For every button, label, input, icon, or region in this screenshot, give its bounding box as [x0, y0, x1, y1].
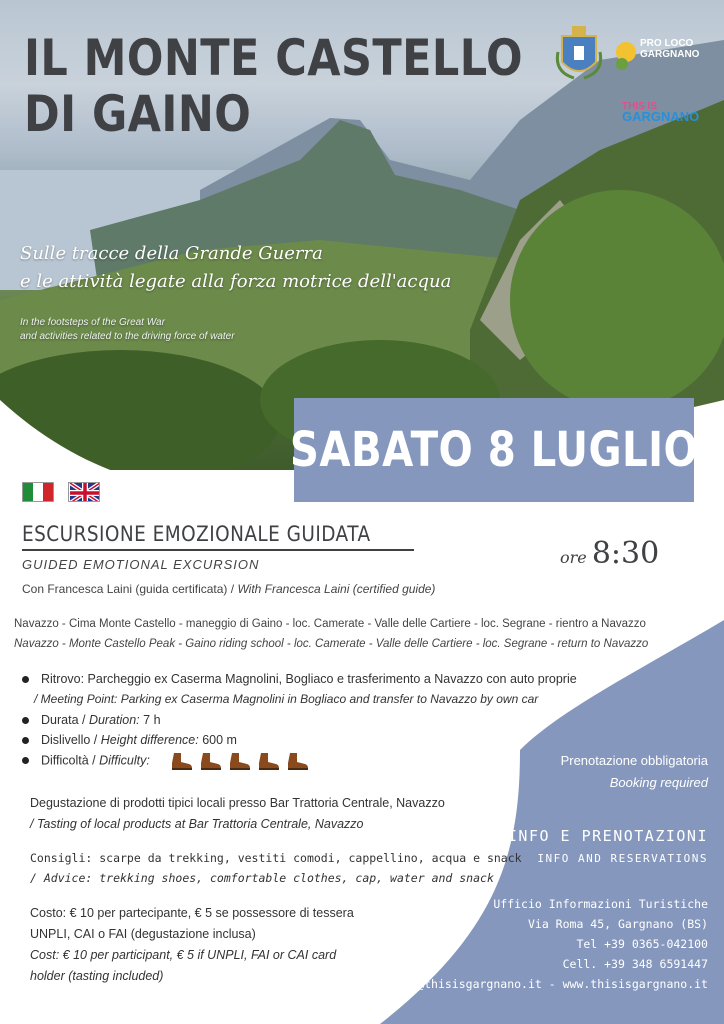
difficulty-label: Difficoltà / [41, 753, 100, 768]
hiking-boot-icon [198, 751, 222, 771]
excursion-title: ESCURSIONE EMOZIONALE GUIDATA [22, 522, 371, 546]
list-item-height [22, 731, 622, 749]
cost-italian-line-2: UNPLI, CAI o FAI (degustazione inclusa) [30, 927, 256, 941]
excursion-details-list [22, 670, 622, 773]
bullet-icon [22, 717, 29, 724]
route-description [14, 614, 648, 654]
gargnano-label: GARGNANO [622, 109, 700, 124]
subtitle-english [20, 316, 235, 344]
tourist-office: Ufficio Informazioni Turistiche [493, 897, 708, 911]
bullet-icon [22, 757, 29, 764]
guide-separator: / [227, 582, 238, 596]
duration-label: Durata / [41, 713, 89, 727]
sponsor-logos [554, 16, 714, 126]
hiking-boot-icon [169, 751, 193, 771]
tasting-info [30, 793, 445, 835]
guide-english: With Francesca Laini (certified guide) [237, 582, 436, 596]
page-title [24, 30, 523, 142]
time-prefix: ore [560, 548, 587, 567]
route-italian: Navazzo - Cima Monte Castello - maneggio di Gaino - loc. Camerate - Valle delle Cartiere - loc. Segrane - rientro a Navazzo [14, 618, 646, 630]
event-date: SABATO 8 LUGLIO [289, 422, 699, 478]
advice-info [30, 848, 522, 888]
height-label: Dislivello / [41, 733, 101, 747]
office-address: Via Roma 45, Gargnano (BS) [527, 917, 708, 931]
excursion-title-english: GUIDED EMOTIONAL EXCURSION [22, 557, 260, 572]
office-cellphone: Cell. +39 348 6591447 [562, 957, 708, 971]
time-value: 8:30 [591, 536, 660, 571]
advice-italian: Consigli: scarpe da trekking, vestiti comodi, cappellino, acqua e snack [30, 851, 522, 865]
hiking-boot-icon [227, 751, 251, 771]
title-line-1: IL MONTE CASTELLO [24, 29, 524, 87]
subtitle-it-line-1: Sulle tracce della Grande Guerra [20, 243, 323, 264]
booking-notice [561, 750, 708, 794]
difficulty-english: Difficulty: [99, 753, 150, 768]
info-heading [508, 824, 708, 870]
language-flags [22, 482, 100, 502]
route-english: Navazzo - Monte Castello Peak - Gaino riding school - loc. Camerate - Valle delle Cartiere - loc. Segrane - return to Navazzo [14, 638, 649, 650]
cost-info [30, 903, 354, 987]
info-title: INFO E PRENOTAZIONI [507, 827, 708, 845]
this-is-gargnano-logo [622, 102, 699, 124]
uk-flag-icon [68, 482, 100, 502]
cost-italian-line-1: Costo: € 10 per partecipante, € 5 se possessore di tessera [30, 906, 354, 920]
meeting-english: / Meeting Point: Parking ex Caserma Magnolini in Bogliaco and transfer to Navazzo by own car [34, 692, 539, 706]
info-title-english: INFO AND RESERVATIONS [537, 852, 708, 865]
title-line-2: DI GAINO [24, 85, 252, 143]
subtitle-italian [20, 240, 451, 296]
list-item-meeting [22, 670, 622, 688]
tasting-italian: Degustazione di prodotti tipici locali presso Bar Trattoria Centrale, Navazzo [30, 796, 445, 810]
office-telephone: Tel +39 0365-042100 [576, 937, 708, 951]
title-underline [22, 549, 414, 551]
pro-loco-label: PRO LOCO GARGNANO [640, 38, 700, 60]
this-is-label: THIS IS [622, 101, 658, 112]
meeting-italian: Ritrovo: Parcheggio ex Caserma Magnolini, Bogliaco e trasferimento a Navazzo con auto proprie [41, 672, 577, 686]
duration-value: 7 h [139, 713, 161, 727]
cost-english-line-2: holder (tasting included) [30, 969, 164, 983]
height-value: 600 m [198, 733, 237, 747]
italian-flag-icon [22, 482, 54, 502]
tasting-english: / Tasting of local products at Bar Trattoria Centrale, Navazzo [30, 817, 364, 831]
bullet-icon [22, 676, 29, 683]
subtitle-it-line-2: e le attività legate alla forza motrice dell'acqua [20, 271, 452, 292]
municipal-crest-icon [554, 22, 604, 84]
booking-italian: Prenotazione obbligatoria [560, 753, 708, 768]
hiking-boot-icon [256, 751, 280, 771]
booking-english: Booking required [609, 775, 708, 790]
cost-english-line-1: Cost: € 10 per participant, € 5 if UNPLI, FAI or CAI card [30, 948, 337, 962]
list-item-difficulty [22, 751, 622, 771]
guide-italian: Con Francesca Laini (guida certificata) [22, 582, 228, 596]
contact-details [390, 894, 709, 994]
list-item-duration [22, 711, 622, 729]
email-and-website: info@thisisgargnano.it - www.thisisgargnano.it [389, 977, 708, 991]
height-english: Height difference: [100, 733, 199, 747]
hiking-boot-icon [285, 751, 309, 771]
event-date-box [289, 398, 699, 502]
difficulty-rating [169, 751, 309, 771]
advice-english: / Advice: trekking shoes, comfortable clothes, cap, water and snack [30, 871, 494, 885]
subtitle-en-line-2: and activities related to the driving force of water [20, 331, 235, 342]
duration-english: Duration: [88, 713, 140, 727]
subtitle-en-line-1: In the footsteps of the Great War [20, 317, 165, 328]
guide-info [22, 582, 435, 596]
bullet-icon [22, 737, 29, 744]
start-time [560, 536, 659, 571]
